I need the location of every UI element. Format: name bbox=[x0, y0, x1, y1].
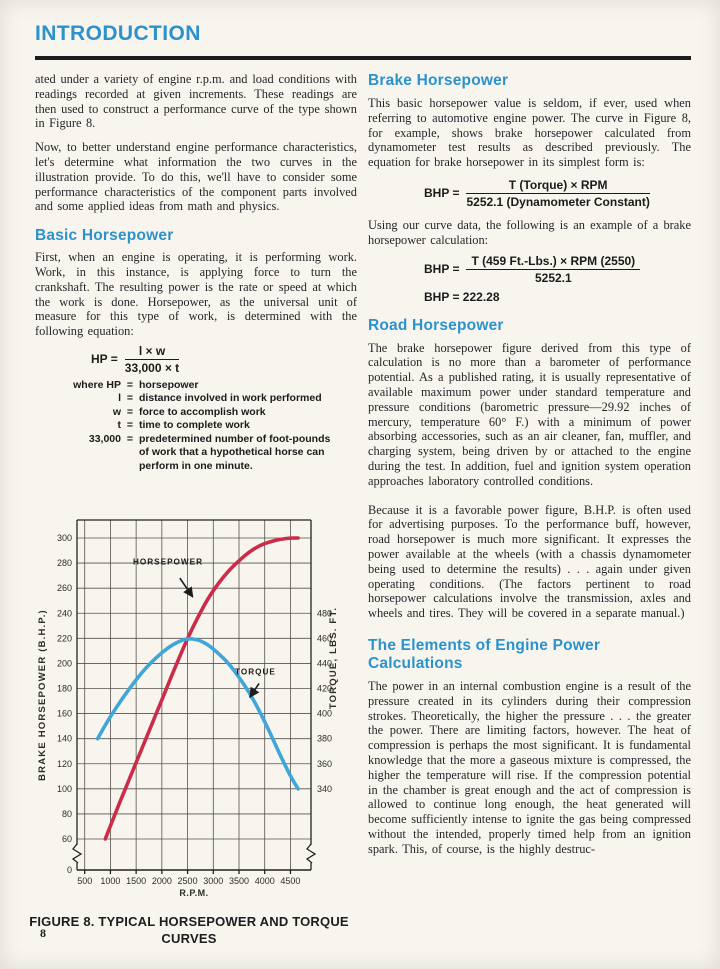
svg-text:1500: 1500 bbox=[126, 876, 147, 886]
definition-text: predetermined number of foot-pounds of work that a hypothetical horse can perform in one minute. bbox=[139, 432, 331, 472]
equation-lhs: HP = bbox=[91, 352, 118, 367]
definition-row bbox=[35, 419, 357, 433]
svg-text:4000: 4000 bbox=[254, 876, 275, 886]
equals-sign: = bbox=[126, 392, 134, 405]
section-heading-elements: The Elements of Engine Power Calculations bbox=[368, 636, 601, 672]
page-number: 8 bbox=[40, 926, 46, 940]
equals-sign: = bbox=[126, 405, 134, 418]
bhp-equation bbox=[424, 178, 691, 209]
definition-text: horsepower bbox=[139, 378, 199, 391]
paragraph: This basic horsepower value is seldom, if ever, used when referring to automotive engine power. The curve in Figure 8, for example, shows brake horsepower calculated from dynamometer test results as described previously. The equation for brake horsepower in its simplest form is: bbox=[368, 96, 691, 170]
svg-text:420: 420 bbox=[317, 683, 333, 694]
figure-caption bbox=[19, 913, 359, 947]
equals-sign: = bbox=[126, 432, 134, 445]
svg-text:TORQUE: TORQUE bbox=[235, 667, 276, 677]
svg-text:4500: 4500 bbox=[280, 876, 301, 886]
page-title: INTRODUCTION bbox=[35, 22, 201, 45]
svg-text:300: 300 bbox=[56, 533, 72, 543]
paragraph: The power in an internal combustion engine is a result of the pressure created in its cylinders during their compression strokes. Theoretically, the higher the pressure . . . the greater the power. There are limiting factors, however. The heat of compression is perhaps the most significant. It is fundamental knowledge that the more a gaseous mixture is compressed, the higher the temperature will rise. If the compression potential in the chamber is great enough and the act of compression is allowed to continue long enough, the heat generated will become sufficiently intense to ignite the gas being compressed without the intended, properly timed help from an ignition spark. This, of course, is the highly destruc- bbox=[368, 678, 691, 856]
section-heading-basic-horsepower: Basic Horsepower bbox=[35, 227, 174, 245]
definition-term: t bbox=[117, 419, 121, 432]
svg-text:340: 340 bbox=[317, 783, 333, 794]
section-heading-road-horsepower: Road Horsepower bbox=[368, 316, 504, 334]
equation-numerator: T (459 Ft.-Lbs.) × RPM (2550) bbox=[466, 254, 640, 270]
definition-row bbox=[35, 433, 357, 474]
svg-text:HORSEPOWER: HORSEPOWER bbox=[132, 557, 204, 567]
definition-row bbox=[35, 406, 357, 420]
title-rule bbox=[35, 56, 691, 60]
definition-row bbox=[35, 379, 357, 393]
definition-term: 33,000 bbox=[88, 432, 121, 445]
svg-text:R.P.M.: R.P.M. bbox=[179, 888, 209, 898]
svg-text:100: 100 bbox=[56, 783, 72, 794]
svg-text:160: 160 bbox=[56, 708, 72, 719]
svg-text:200: 200 bbox=[56, 658, 72, 669]
definition-text: force to accomplish work bbox=[139, 405, 266, 418]
svg-text:220: 220 bbox=[56, 633, 72, 644]
svg-text:400: 400 bbox=[317, 708, 333, 719]
svg-text:60: 60 bbox=[61, 834, 72, 844]
svg-text:2500: 2500 bbox=[177, 876, 198, 886]
right-column bbox=[368, 72, 691, 856]
svg-text:120: 120 bbox=[56, 758, 72, 769]
hp-equation bbox=[91, 344, 357, 375]
svg-text:480: 480 bbox=[317, 608, 333, 619]
svg-text:440: 440 bbox=[317, 658, 333, 669]
figure-8 bbox=[29, 508, 349, 947]
section-heading-brake-horsepower: Brake Horsepower bbox=[368, 72, 509, 89]
definition-term: where HP bbox=[73, 378, 121, 391]
equals-sign: = bbox=[126, 378, 134, 391]
definition-text: distance involved in work performed bbox=[139, 392, 322, 405]
equation-denominator: 5252.1 bbox=[534, 270, 572, 285]
chart-axis-titles bbox=[37, 607, 339, 781]
paragraph: ated under a variety of engine r.p.m. and load conditions with readings recorded at given increments. These readings are then used to construct a performance curve of the type shown in Figure 8. bbox=[35, 72, 357, 131]
svg-text:0: 0 bbox=[66, 865, 72, 875]
svg-text:140: 140 bbox=[56, 733, 72, 744]
equals-sign: = bbox=[126, 419, 134, 432]
svg-text:3000: 3000 bbox=[203, 876, 224, 886]
figure-caption-line2: CURVES bbox=[161, 931, 217, 946]
definition-row bbox=[35, 392, 357, 406]
equation-denominator: 33,000 × t bbox=[124, 360, 180, 375]
definition-text: time to complete work bbox=[139, 419, 250, 432]
svg-text:460: 460 bbox=[317, 633, 333, 644]
bhp-result: BHP = 222.28 bbox=[424, 289, 500, 304]
figure-caption-line1: FIGURE 8. TYPICAL HORSEPOWER AND TORQUE bbox=[29, 914, 349, 929]
equation-fraction bbox=[125, 344, 179, 375]
figure8-chart bbox=[33, 508, 345, 902]
equation-numerator: T (Torque) × RPM bbox=[466, 178, 649, 194]
left-column bbox=[35, 72, 357, 473]
bhp-example-equation bbox=[424, 254, 691, 285]
svg-text:1000: 1000 bbox=[100, 876, 121, 886]
svg-text:80: 80 bbox=[61, 808, 72, 819]
svg-text:280: 280 bbox=[56, 558, 72, 569]
svg-text:380: 380 bbox=[317, 733, 333, 744]
equation-numerator: l × w bbox=[125, 344, 179, 360]
equation-lhs: BHP = bbox=[424, 186, 460, 201]
paragraph: Now, to better understand engine performance characteristics, let's determine what information the two curves in the illustration provide. To do this, we'll have to consider some performance characteristics of the component parts involved and some applied ideas from math and physics. bbox=[35, 140, 357, 214]
svg-text:240: 240 bbox=[56, 608, 72, 619]
svg-text:360: 360 bbox=[317, 758, 333, 769]
paragraph: Using our curve data, the following is an example of a brake horsepower calculation: bbox=[368, 217, 691, 247]
svg-text:260: 260 bbox=[56, 583, 72, 594]
svg-text:3500: 3500 bbox=[228, 876, 250, 886]
svg-text:500: 500 bbox=[77, 876, 93, 886]
paragraph: The brake horsepower figure derived from this type of calculation is no more than a barometer of performance potential. As a published rating, it is usually representative of available maximum power under standard temperature and pressure conditions (barometric pressure—29.92 inches of mercury, temperature 60° F.) with a minimum of power absorbing accessories, such as an air cleaner, fan, muffler, and charging system, being driven by or attached to the engine during the test. In addition, fuel and ignition system operation approaches laboratory controlled conditions. bbox=[368, 340, 691, 488]
equation-denominator: 5252.1 (Dynamometer Constant) bbox=[466, 194, 650, 209]
chart-annotation-horsepower bbox=[133, 557, 203, 597]
right-axis-title: TORQUE, LBS. FT. bbox=[328, 606, 339, 710]
equation-fraction bbox=[466, 254, 640, 285]
svg-text:2000: 2000 bbox=[151, 876, 172, 886]
equation-lhs: BHP = bbox=[424, 262, 460, 277]
svg-text:180: 180 bbox=[56, 683, 72, 694]
left-axis-title: BRAKE HORSEPOWER (B.H.P.) bbox=[37, 609, 48, 781]
paragraph: Because it is a favorable power figure, B.H.P. is often used for advertising purposes. To the performance buff, however, road horsepower is much more significant. It expresses the power available at the wheels (with a chassis dynamometer being used to determine the results) . . . again under given operating conditions. (The factors pertinent to road horsepower calculations involve the transmission, axles and wheels and tires. They will be covered in a separate manual.) bbox=[368, 502, 691, 621]
equation-fraction bbox=[466, 178, 649, 209]
figure8-chart-container bbox=[33, 508, 345, 907]
hp-equation-definitions bbox=[35, 379, 357, 474]
definition-term: l bbox=[118, 392, 121, 405]
paragraph: First, when an engine is operating, it is performing work. Work, in this instance, is applying force to turn the crankshaft. The resulting power is the rate or speed at which the work is done. Horsepower, as the universal unit of measure for this type of work, is determined with the following equation: bbox=[35, 250, 357, 339]
definition-term: w bbox=[112, 405, 121, 418]
